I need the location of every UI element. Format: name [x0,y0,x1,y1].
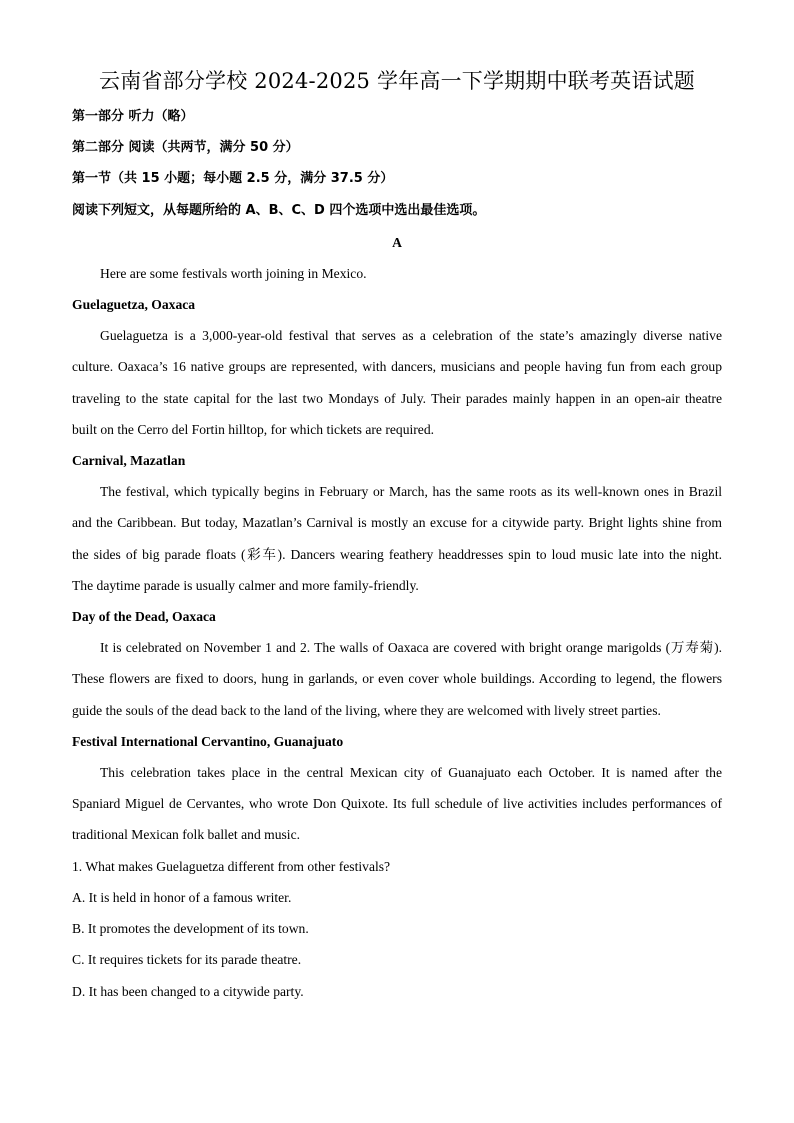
festival-paragraph-line: guide the souls of the dead back to the land of the living, where they are welcomed with lively street parties. [72,703,661,718]
question-option[interactable]: D. It has been changed to a citywide party. [72,984,304,999]
festival-heading: Guelaguetza, Oaxaca [72,297,196,312]
festival-paragraph-line: traveling to the state capital for the last two Mondays of July. Their parades mainly happen in an open-air theatre [72,391,722,406]
part-two-heading: 第二部分 阅读（共两节，满分 50 分） [72,140,299,155]
page-title: 云南省部分学校 2024-2025 学年高一下学期期中联考英语试题 [99,69,695,93]
festival-paragraph-line: This celebration takes place in the central Mexican city of Guanajuato each October. It is named after the [100,765,722,780]
festival-paragraph-line: Spaniard Miguel de Cervantes, who wrote Don Quixote. Its full schedule of live activities includes performances of [72,796,722,811]
festival-paragraph-line: Guelaguetza is a 3,000-year-old festival that serves as a celebration of the state’s amazingly diverse native [100,328,722,343]
question-option[interactable]: A. It is held in honor of a famous writer. [72,890,292,905]
instruction-text: 阅读下列短文，从每题所给的 A、B、C、D 四个选项中选出最佳选项。 [72,203,486,218]
intro-text: Here are some festivals worth joining in Mexico. [100,266,367,281]
question-stem: 1. What makes Guelaguetza different from other festivals? [72,859,391,874]
festival-paragraph-line: These flowers are fixed to doors, hung in garlands, or even cover whole buildings. According to legend, the flowers [72,671,722,686]
section-one-heading: 第一节（共 15 小题；每小题 2.5 分，满分 37.5 分） [72,171,394,186]
festival-heading: Festival International Cervantino, Guanajuato [72,734,344,749]
festival-paragraph-line: culture. Oaxaca’s 16 native groups are represented, with dancers, musicians and people having fun from each group [72,359,722,374]
festival-paragraph-line: and the Caribbean. But today, Mazatlan’s Carnival is mostly an excuse for a citywide party. Bright lights shine from [72,515,722,530]
festival-paragraph-line: built on the Cerro del Fortin hilltop, for which tickets are required. [72,422,435,437]
festival-paragraph-line: the sides of big parade floats (彩车). Dancers wearing feathery headdresses spin to loud music late into the night. [72,547,722,562]
festival-heading: Carnival, Mazatlan [72,453,186,468]
festival-paragraph-line: The festival, which typically begins in February or March, has the same roots as its well-known ones in Brazil [100,484,722,499]
part-one-heading: 第一部分 听力（略） [72,109,194,124]
question-option[interactable]: B. It promotes the development of its town. [72,921,309,936]
festival-paragraph-line: The daytime parade is usually calmer and more family-friendly. [72,578,419,593]
festival-paragraph-line: It is celebrated on November 1 and 2. The walls of Oaxaca are covered with bright orange marigolds (万寿菊). [100,640,722,655]
passage-label: A [392,235,402,250]
question-option[interactable]: C. It requires tickets for its parade theatre. [72,952,302,967]
festival-paragraph-line: traditional Mexican folk ballet and music. [72,827,301,842]
festival-heading: Day of the Dead, Oaxaca [72,609,216,624]
